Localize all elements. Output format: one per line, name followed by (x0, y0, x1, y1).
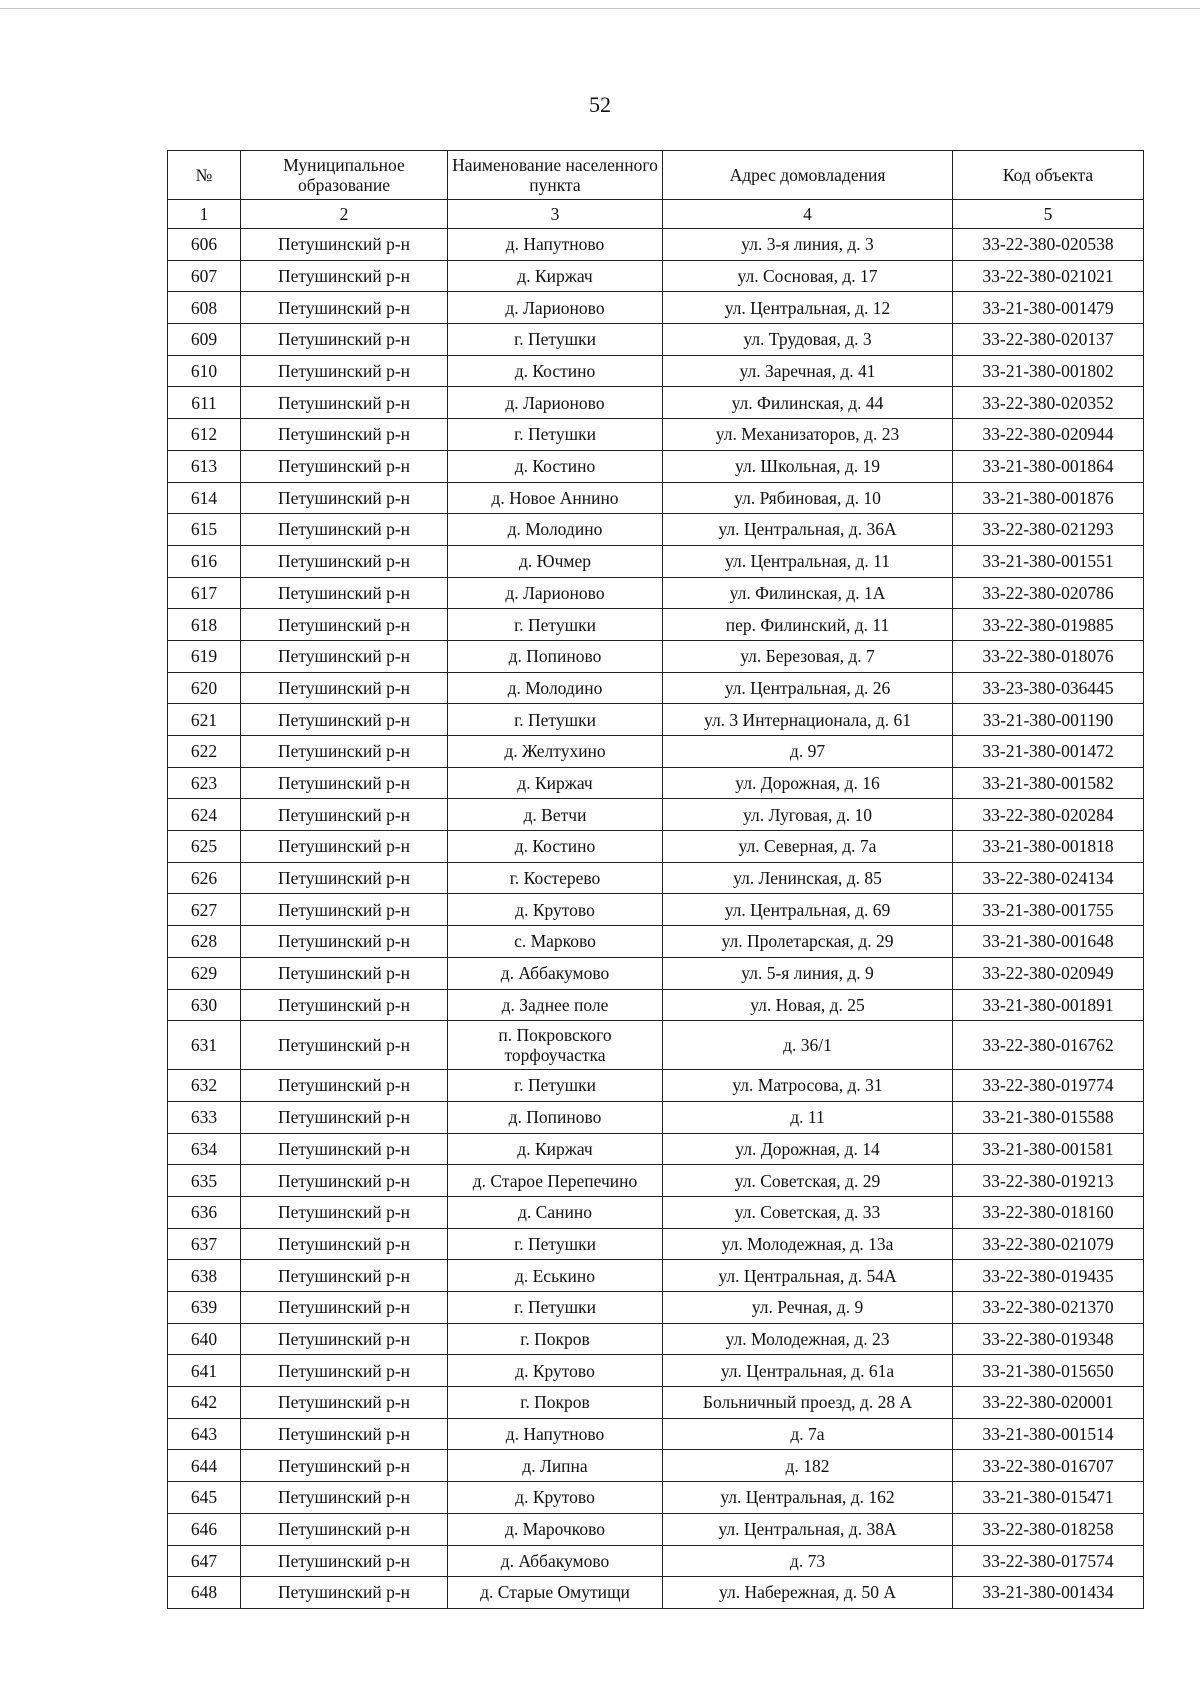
row-number: 633 (168, 1101, 241, 1133)
address-cell: ул. Трудовая, д. 3 (663, 324, 953, 356)
object-code-cell: 33-22-380-016762 (953, 1021, 1144, 1070)
settlement-cell: д. Ларионово (448, 577, 663, 609)
settlement-cell: д. Молодино (448, 514, 663, 546)
address-cell: д. 36/1 (663, 1021, 953, 1070)
municipality-cell: Петушинский р-н (241, 767, 448, 799)
object-code-cell: 33-22-380-020352 (953, 387, 1144, 419)
row-number: 638 (168, 1260, 241, 1292)
municipality-cell: Петушинский р-н (241, 260, 448, 292)
table-row (168, 324, 1144, 356)
address-cell: ул. Речная, д. 9 (663, 1292, 953, 1324)
address-cell: ул. Северная, д. 7а (663, 831, 953, 863)
table-row (168, 957, 1144, 989)
table-row (168, 1292, 1144, 1324)
municipality-cell: Петушинский р-н (241, 1292, 448, 1324)
settlement-cell: с. Марково (448, 926, 663, 958)
page-number: 52 (589, 92, 611, 117)
object-code-cell: 33-22-380-017574 (953, 1545, 1144, 1577)
address-cell: ул. Ленинская, д. 85 (663, 862, 953, 894)
object-code-cell: 33-21-380-001514 (953, 1418, 1144, 1450)
column-number: 1 (168, 200, 241, 229)
row-number: 637 (168, 1228, 241, 1260)
table-row (168, 387, 1144, 419)
address-cell: ул. Пролетарская, д. 29 (663, 926, 953, 958)
table-row (168, 926, 1144, 958)
municipality-cell: Петушинский р-н (241, 672, 448, 704)
settlement-cell: д. Киржач (448, 260, 663, 292)
municipality-cell: Петушинский р-н (241, 292, 448, 324)
address-cell: ул. Центральная, д. 69 (663, 894, 953, 926)
header-number: № (168, 151, 241, 200)
address-cell: ул. Центральная, д. 11 (663, 545, 953, 577)
object-code-cell: 33-22-380-020137 (953, 324, 1144, 356)
settlement-cell: г. Петушки (448, 1070, 663, 1102)
settlement-cell: д. Киржач (448, 767, 663, 799)
municipality-cell: Петушинский р-н (241, 799, 448, 831)
municipality-cell: Петушинский р-н (241, 1355, 448, 1387)
settlement-cell: д. Попиново (448, 1101, 663, 1133)
row-number: 617 (168, 577, 241, 609)
object-code-cell: 33-22-380-018160 (953, 1196, 1144, 1228)
address-cell: д. 73 (663, 1545, 953, 1577)
settlement-cell: д. Ючмер (448, 545, 663, 577)
row-number: 610 (168, 355, 241, 387)
table-row (168, 1070, 1144, 1102)
address-cell: Больничный проезд, д. 28 А (663, 1387, 953, 1419)
municipality-cell: Петушинский р-н (241, 926, 448, 958)
table-row (168, 672, 1144, 704)
table-row (168, 989, 1144, 1021)
row-number: 643 (168, 1418, 241, 1450)
registry-table (167, 150, 1144, 1609)
address-cell: д. 182 (663, 1450, 953, 1482)
municipality-cell: Петушинский р-н (241, 1577, 448, 1609)
address-cell: ул. Новая, д. 25 (663, 989, 953, 1021)
settlement-cell: г. Петушки (448, 1292, 663, 1324)
address-cell: ул. Матросова, д. 31 (663, 1070, 953, 1102)
address-cell: ул. 3 Интернационала, д. 61 (663, 704, 953, 736)
table-row (168, 1021, 1144, 1070)
row-number: 626 (168, 862, 241, 894)
table-row (168, 419, 1144, 451)
table-row (168, 1133, 1144, 1165)
municipality-cell: Петушинский р-н (241, 1260, 448, 1292)
table-row (168, 1228, 1144, 1260)
object-code-cell: 33-21-380-001582 (953, 767, 1144, 799)
settlement-cell: г. Петушки (448, 609, 663, 641)
address-cell: ул. Школьная, д. 19 (663, 450, 953, 482)
column-number: 4 (663, 200, 953, 229)
municipality-cell: Петушинский р-н (241, 1228, 448, 1260)
municipality-cell: Петушинский р-н (241, 482, 448, 514)
row-number: 627 (168, 894, 241, 926)
row-number: 648 (168, 1577, 241, 1609)
row-number: 618 (168, 609, 241, 641)
settlement-cell: д. Костино (448, 355, 663, 387)
table-row (168, 1577, 1144, 1609)
row-number: 628 (168, 926, 241, 958)
table-row (168, 1101, 1144, 1133)
table-row (168, 577, 1144, 609)
address-cell: ул. Дорожная, д. 16 (663, 767, 953, 799)
object-code-cell: 33-21-380-001434 (953, 1577, 1144, 1609)
settlement-cell: д. Санино (448, 1196, 663, 1228)
row-number: 625 (168, 831, 241, 863)
settlement-cell: п. Покровского торфоучастка (448, 1021, 663, 1070)
settlement-cell: д. Ларионово (448, 292, 663, 324)
address-cell: ул. Филинская, д. 1А (663, 577, 953, 609)
settlement-cell: д. Аббакумово (448, 1545, 663, 1577)
address-cell: ул. Сосновая, д. 17 (663, 260, 953, 292)
row-number: 632 (168, 1070, 241, 1102)
municipality-cell: Петушинский р-н (241, 831, 448, 863)
object-code-cell: 33-22-380-020944 (953, 419, 1144, 451)
address-cell: ул. Центральная, д. 61а (663, 1355, 953, 1387)
object-code-cell: 33-21-380-015650 (953, 1355, 1144, 1387)
object-code-cell: 33-22-380-024134 (953, 862, 1144, 894)
address-cell: ул. Центральная, д. 26 (663, 672, 953, 704)
object-code-cell: 33-22-380-019213 (953, 1165, 1144, 1197)
object-code-cell: 33-22-380-021370 (953, 1292, 1144, 1324)
settlement-cell: д. Напутново (448, 229, 663, 261)
settlement-cell: д. Крутово (448, 1482, 663, 1514)
settlement-cell: д. Липна (448, 1450, 663, 1482)
table-row (168, 609, 1144, 641)
settlement-cell: д. Старые Омутищи (448, 1577, 663, 1609)
object-code-cell: 33-22-380-021021 (953, 260, 1144, 292)
settlement-cell: г. Петушки (448, 704, 663, 736)
address-cell: пер. Филинский, д. 11 (663, 609, 953, 641)
address-cell: ул. Центральная, д. 54А (663, 1260, 953, 1292)
row-number: 640 (168, 1323, 241, 1355)
address-cell: д. 7а (663, 1418, 953, 1450)
settlement-cell: г. Покров (448, 1323, 663, 1355)
municipality-cell: Петушинский р-н (241, 1387, 448, 1419)
address-cell: ул. Советская, д. 33 (663, 1196, 953, 1228)
object-code-cell: 33-21-380-001472 (953, 736, 1144, 768)
settlement-cell: д. Попиново (448, 640, 663, 672)
table-body (168, 229, 1144, 1609)
table-row (168, 862, 1144, 894)
row-number: 635 (168, 1165, 241, 1197)
table-row (168, 1165, 1144, 1197)
municipality-cell: Петушинский р-н (241, 514, 448, 546)
object-code-cell: 33-22-380-020284 (953, 799, 1144, 831)
object-code-cell: 33-21-380-001581 (953, 1133, 1144, 1165)
row-number: 647 (168, 1545, 241, 1577)
municipality-cell: Петушинский р-н (241, 989, 448, 1021)
row-number: 609 (168, 324, 241, 356)
table-row (168, 450, 1144, 482)
table-row (168, 355, 1144, 387)
municipality-cell: Петушинский р-н (241, 894, 448, 926)
address-cell: ул. Филинская, д. 44 (663, 387, 953, 419)
column-number: 3 (448, 200, 663, 229)
row-number: 607 (168, 260, 241, 292)
table-row (168, 482, 1144, 514)
column-number: 2 (241, 200, 448, 229)
object-code-cell: 33-21-380-001551 (953, 545, 1144, 577)
municipality-cell: Петушинский р-н (241, 1545, 448, 1577)
row-number: 622 (168, 736, 241, 768)
address-cell: ул. Центральная, д. 38А (663, 1513, 953, 1545)
row-number: 621 (168, 704, 241, 736)
municipality-cell: Петушинский р-н (241, 1133, 448, 1165)
header-settlement: Наименование населенного пункта (448, 151, 663, 200)
settlement-cell: д. Костино (448, 450, 663, 482)
settlement-cell: д. Старое Перепечино (448, 1165, 663, 1197)
settlement-cell: д. Желтухино (448, 736, 663, 768)
address-cell: ул. Заречная, д. 41 (663, 355, 953, 387)
settlement-cell: г. Петушки (448, 419, 663, 451)
object-code-cell: 33-21-380-001876 (953, 482, 1144, 514)
table-row (168, 1387, 1144, 1419)
address-cell: ул. Рябиновая, д. 10 (663, 482, 953, 514)
row-number: 613 (168, 450, 241, 482)
header-object-code: Код объекта (953, 151, 1144, 200)
settlement-cell: д. Марочково (448, 1513, 663, 1545)
settlement-cell: д. Молодино (448, 672, 663, 704)
settlement-cell: д. Крутово (448, 1355, 663, 1387)
municipality-cell: Петушинский р-н (241, 609, 448, 641)
table-row (168, 1545, 1144, 1577)
municipality-cell: Петушинский р-н (241, 1021, 448, 1070)
settlement-cell: д. Ларионово (448, 387, 663, 419)
row-number: 639 (168, 1292, 241, 1324)
row-number: 614 (168, 482, 241, 514)
table-row (168, 1355, 1144, 1387)
address-cell: ул. 3-я линия, д. 3 (663, 229, 953, 261)
row-number: 619 (168, 640, 241, 672)
municipality-cell: Петушинский р-н (241, 957, 448, 989)
row-number: 642 (168, 1387, 241, 1419)
settlement-cell: д. Киржач (448, 1133, 663, 1165)
municipality-cell: Петушинский р-н (241, 450, 448, 482)
address-cell: ул. Механизаторов, д. 23 (663, 419, 953, 451)
object-code-cell: 33-22-380-018258 (953, 1513, 1144, 1545)
address-cell: ул. Луговая, д. 10 (663, 799, 953, 831)
row-number: 646 (168, 1513, 241, 1545)
municipality-cell: Петушинский р-н (241, 1450, 448, 1482)
address-cell: ул. Молодежная, д. 23 (663, 1323, 953, 1355)
municipality-cell: Петушинский р-н (241, 1323, 448, 1355)
table-row (168, 545, 1144, 577)
municipality-cell: Петушинский р-н (241, 736, 448, 768)
object-code-cell: 33-22-380-019774 (953, 1070, 1144, 1102)
scan-edge-line (0, 8, 1200, 15)
object-code-cell: 33-21-380-001755 (953, 894, 1144, 926)
object-code-cell: 33-22-380-021293 (953, 514, 1144, 546)
municipality-cell: Петушинский р-н (241, 387, 448, 419)
settlement-cell: д. Крутово (448, 894, 663, 926)
object-code-cell: 33-21-380-001802 (953, 355, 1144, 387)
table-row (168, 1418, 1144, 1450)
municipality-cell: Петушинский р-н (241, 229, 448, 261)
table-row (168, 1323, 1144, 1355)
object-code-cell: 33-21-380-015588 (953, 1101, 1144, 1133)
settlement-cell: д. Ветчи (448, 799, 663, 831)
municipality-cell: Петушинский р-н (241, 1165, 448, 1197)
object-code-cell: 33-22-380-020001 (953, 1387, 1144, 1419)
row-number: 615 (168, 514, 241, 546)
settlement-cell: г. Костерево (448, 862, 663, 894)
address-cell: ул. Центральная, д. 162 (663, 1482, 953, 1514)
table-row (168, 1450, 1144, 1482)
table-row (168, 736, 1144, 768)
settlement-cell: д. Костино (448, 831, 663, 863)
object-code-cell: 33-22-380-019885 (953, 609, 1144, 641)
municipality-cell: Петушинский р-н (241, 324, 448, 356)
municipality-cell: Петушинский р-н (241, 1070, 448, 1102)
row-number: 606 (168, 229, 241, 261)
header-row (168, 151, 1144, 200)
municipality-cell: Петушинский р-н (241, 419, 448, 451)
municipality-cell: Петушинский р-н (241, 704, 448, 736)
table-row (168, 229, 1144, 261)
object-code-cell: 33-22-380-020786 (953, 577, 1144, 609)
settlement-cell: д. Напутново (448, 1418, 663, 1450)
municipality-cell: Петушинский р-н (241, 577, 448, 609)
address-cell: ул. Центральная, д. 12 (663, 292, 953, 324)
settlement-cell: д. Еськино (448, 1260, 663, 1292)
table-row (168, 292, 1144, 324)
table-row (168, 1196, 1144, 1228)
object-code-cell: 33-21-380-001648 (953, 926, 1144, 958)
column-number-row (168, 200, 1144, 229)
object-code-cell: 33-21-380-001479 (953, 292, 1144, 324)
table-row (168, 514, 1144, 546)
table-row (168, 1513, 1144, 1545)
object-code-cell: 33-22-380-021079 (953, 1228, 1144, 1260)
address-cell: ул. Набережная, д. 50 А (663, 1577, 953, 1609)
municipality-cell: Петушинский р-н (241, 1418, 448, 1450)
address-cell: ул. Дорожная, д. 14 (663, 1133, 953, 1165)
header-municipality: Муниципальное образование (241, 151, 448, 200)
object-code-cell: 33-22-380-018076 (953, 640, 1144, 672)
address-cell: ул. Советская, д. 29 (663, 1165, 953, 1197)
row-number: 624 (168, 799, 241, 831)
object-code-cell: 33-22-380-019348 (953, 1323, 1144, 1355)
address-cell: д. 97 (663, 736, 953, 768)
table-row (168, 1260, 1144, 1292)
table-row (168, 704, 1144, 736)
table-row (168, 260, 1144, 292)
municipality-cell: Петушинский р-н (241, 355, 448, 387)
municipality-cell: Петушинский р-н (241, 545, 448, 577)
object-code-cell: 33-23-380-036445 (953, 672, 1144, 704)
municipality-cell: Петушинский р-н (241, 1196, 448, 1228)
row-number: 623 (168, 767, 241, 799)
row-number: 645 (168, 1482, 241, 1514)
object-code-cell: 33-21-380-001891 (953, 989, 1144, 1021)
address-cell: д. 11 (663, 1101, 953, 1133)
row-number: 636 (168, 1196, 241, 1228)
municipality-cell: Петушинский р-н (241, 862, 448, 894)
object-code-cell: 33-21-380-001864 (953, 450, 1144, 482)
object-code-cell: 33-21-380-001818 (953, 831, 1144, 863)
row-number: 608 (168, 292, 241, 324)
row-number: 612 (168, 419, 241, 451)
settlement-cell: г. Покров (448, 1387, 663, 1419)
row-number: 630 (168, 989, 241, 1021)
object-code-cell: 33-21-380-001190 (953, 704, 1144, 736)
row-number: 644 (168, 1450, 241, 1482)
settlement-cell: д. Заднее поле (448, 989, 663, 1021)
object-code-cell: 33-22-380-019435 (953, 1260, 1144, 1292)
municipality-cell: Петушинский р-н (241, 1513, 448, 1545)
row-number: 616 (168, 545, 241, 577)
table-row (168, 831, 1144, 863)
row-number: 620 (168, 672, 241, 704)
address-cell: ул. 5-я линия, д. 9 (663, 957, 953, 989)
row-number: 641 (168, 1355, 241, 1387)
municipality-cell: Петушинский р-н (241, 1101, 448, 1133)
settlement-cell: д. Аббакумово (448, 957, 663, 989)
table-row (168, 799, 1144, 831)
table-row (168, 894, 1144, 926)
settlement-cell: г. Петушки (448, 1228, 663, 1260)
row-number: 634 (168, 1133, 241, 1165)
address-cell: ул. Березовая, д. 7 (663, 640, 953, 672)
header-address: Адрес домовладения (663, 151, 953, 200)
municipality-cell: Петушинский р-н (241, 640, 448, 672)
municipality-cell: Петушинский р-н (241, 1482, 448, 1514)
row-number: 629 (168, 957, 241, 989)
address-cell: ул. Центральная, д. 36А (663, 514, 953, 546)
column-number: 5 (953, 200, 1144, 229)
row-number: 611 (168, 387, 241, 419)
table-row (168, 640, 1144, 672)
settlement-cell: д. Новое Аннино (448, 482, 663, 514)
row-number: 631 (168, 1021, 241, 1070)
object-code-cell: 33-22-380-020538 (953, 229, 1144, 261)
object-code-cell: 33-21-380-015471 (953, 1482, 1144, 1514)
settlement-cell: г. Петушки (448, 324, 663, 356)
object-code-cell: 33-22-380-020949 (953, 957, 1144, 989)
table-row (168, 767, 1144, 799)
table-row (168, 1482, 1144, 1514)
object-code-cell: 33-22-380-016707 (953, 1450, 1144, 1482)
address-cell: ул. Молодежная, д. 13а (663, 1228, 953, 1260)
